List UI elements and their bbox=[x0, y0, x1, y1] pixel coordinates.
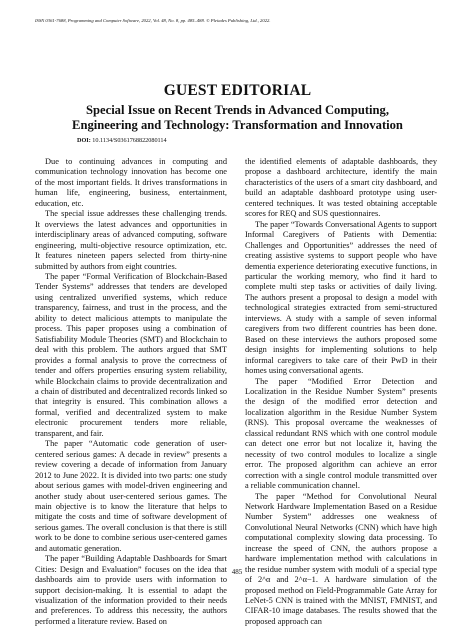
left-column bbox=[35, 157, 227, 627]
paragraph: The paper “Method for Convolutional Neural Network Hardware Implementation Based on a Residue Number System” addresses one weakness of Convolutional Neural Networks (CNN) which have high computational complexity slowing data processing. To increase the speed of CNN, the authors propose a hardware implementation method with calculations in the residue number system with moduli of a special type of 2^α and 2^α−1. A hardware simulation of the proposed method on Field-Programmable Gate Array for LeNet-5 CNN is trained with the MNIST, FMNIST, and CIFAR-10 image databases. The results showed that the proposed approach can bbox=[245, 492, 437, 627]
paragraph: Due to continuing advances in computing and communication technology innovation has become one of the most important fields. It drives transformations in human life, engineering, business, entertainment, education, etc. bbox=[35, 157, 227, 209]
article-header bbox=[35, 82, 440, 133]
page-number: 485 bbox=[0, 568, 474, 576]
section-title: GUEST EDITORIAL bbox=[35, 82, 440, 100]
paragraph: The paper “Modified Error Detection and Localization in the Residue Number System” presents the design of the modified error detection and localization algorithm in the Residue Number System (RNS). This proposal overcame the weaknesses of classical redundant RNS which with one control module can detect one error but not localize it, having the necessity of two control modules to localize a single error. The proposed algorithm can achieve an error correction with a single control module transmitted over a reliable communication channel. bbox=[245, 377, 437, 492]
right-column bbox=[245, 157, 437, 627]
doi-line bbox=[77, 137, 167, 145]
article-title bbox=[35, 103, 440, 133]
article-title-line-2: Engineering and Technology: Transformation and Innovation bbox=[35, 118, 440, 133]
doi-label: DOI: bbox=[77, 137, 91, 144]
paragraph-continued: the identified elements of adaptable dashboards, they propose a dashboard architecture, identify the main characteristics of the users of a smart city dashboard, and build an adaptable dashboard prototype using user-centered techniques. It was tested obtaining acceptable scores for REQ and SUS questionnaires. bbox=[245, 157, 437, 220]
running-head: ISSN 0361-7688, Programming and Computer Software, 2022, Vol. 48, No. 8, pp. 485–488. © Pleiades Publishing, Ltd., 2022. bbox=[35, 18, 440, 24]
paragraph: The paper “Automatic code generation of user-centered serious games: A decade in review” presents a review covering a decade of information from January 2012 to June 2022. It is divided into two parts: one study about serious games with model-driven engineering and another study about user-centered serious games. The main objective is to know the literature that helps to mitigate the costs and time of software development of serious games. The overall conclusion is that there is still work to be done to combine serious user-centered games and automatic generation. bbox=[35, 439, 227, 554]
paragraph: The paper “Building Adaptable Dashboards for Smart Cities: Design and Evaluation” focuses on the idea that dashboards aim to provide users with information to support decision-making. It is essential to adapt the visualization of the information provided to their needs and preferences. To address this necessity, the authors performed a literature review. Based on bbox=[35, 554, 227, 627]
article-title-line-1: Special Issue on Recent Trends in Advanced Computing, bbox=[35, 103, 440, 118]
paragraph: The special issue addresses these challenging trends. It overviews the latest advances and opportunities in interdisciplinary areas of advanced computing, software engineering, multi-objective resource optimization, etc. It features nineteen papers selected from thirty-nine submitted by authors from eight countries. bbox=[35, 209, 227, 272]
doi-value: 10.1134/S0361768822080114 bbox=[92, 137, 166, 144]
paragraph: The paper “Formal Verification of Blockchain-Based Tender Systems” addresses that tenders are developed using centralized unverified systems, which reduce transparency, fairness, and trust in the process, and the ability to detect malicious attempts to manipulate the process. This paper proposes using a combination of Satisfiability Module Theories (SMT) and Blockchain to deal with this problem. The authors argued that SMT provides a formal analysis to prove the correctness of tender and offers properties ensuring system reliability, while Blockchain claims to provide decentralization and a chain of distributed and decentralized records linked so that integrity is ensured. This combination allows a formal, verified and decentralized system to make electronic procurement tenders more reliable, transparent, and fair. bbox=[35, 272, 227, 439]
paragraph: The paper “Towards Conversational Agents to support Informal Caregivers of Patients with Dementia: Challenges and Opportunities” addresses the need of creating assistive systems to support people who have dementia experience deteriorating executive functions, in particular the working memory, who find it hard to complete multi step tasks or activities of daily living. The authors present a proposal to design a model with technological strategies extracted from semi-structured interviews. A study with a sample of seven informal caregivers from two different countries has been done. Based on these interviews the authors proposed some design insights for implementing solutions to help informal caregivers to take care of their PwD in their homes using conversational agents. bbox=[245, 220, 437, 377]
